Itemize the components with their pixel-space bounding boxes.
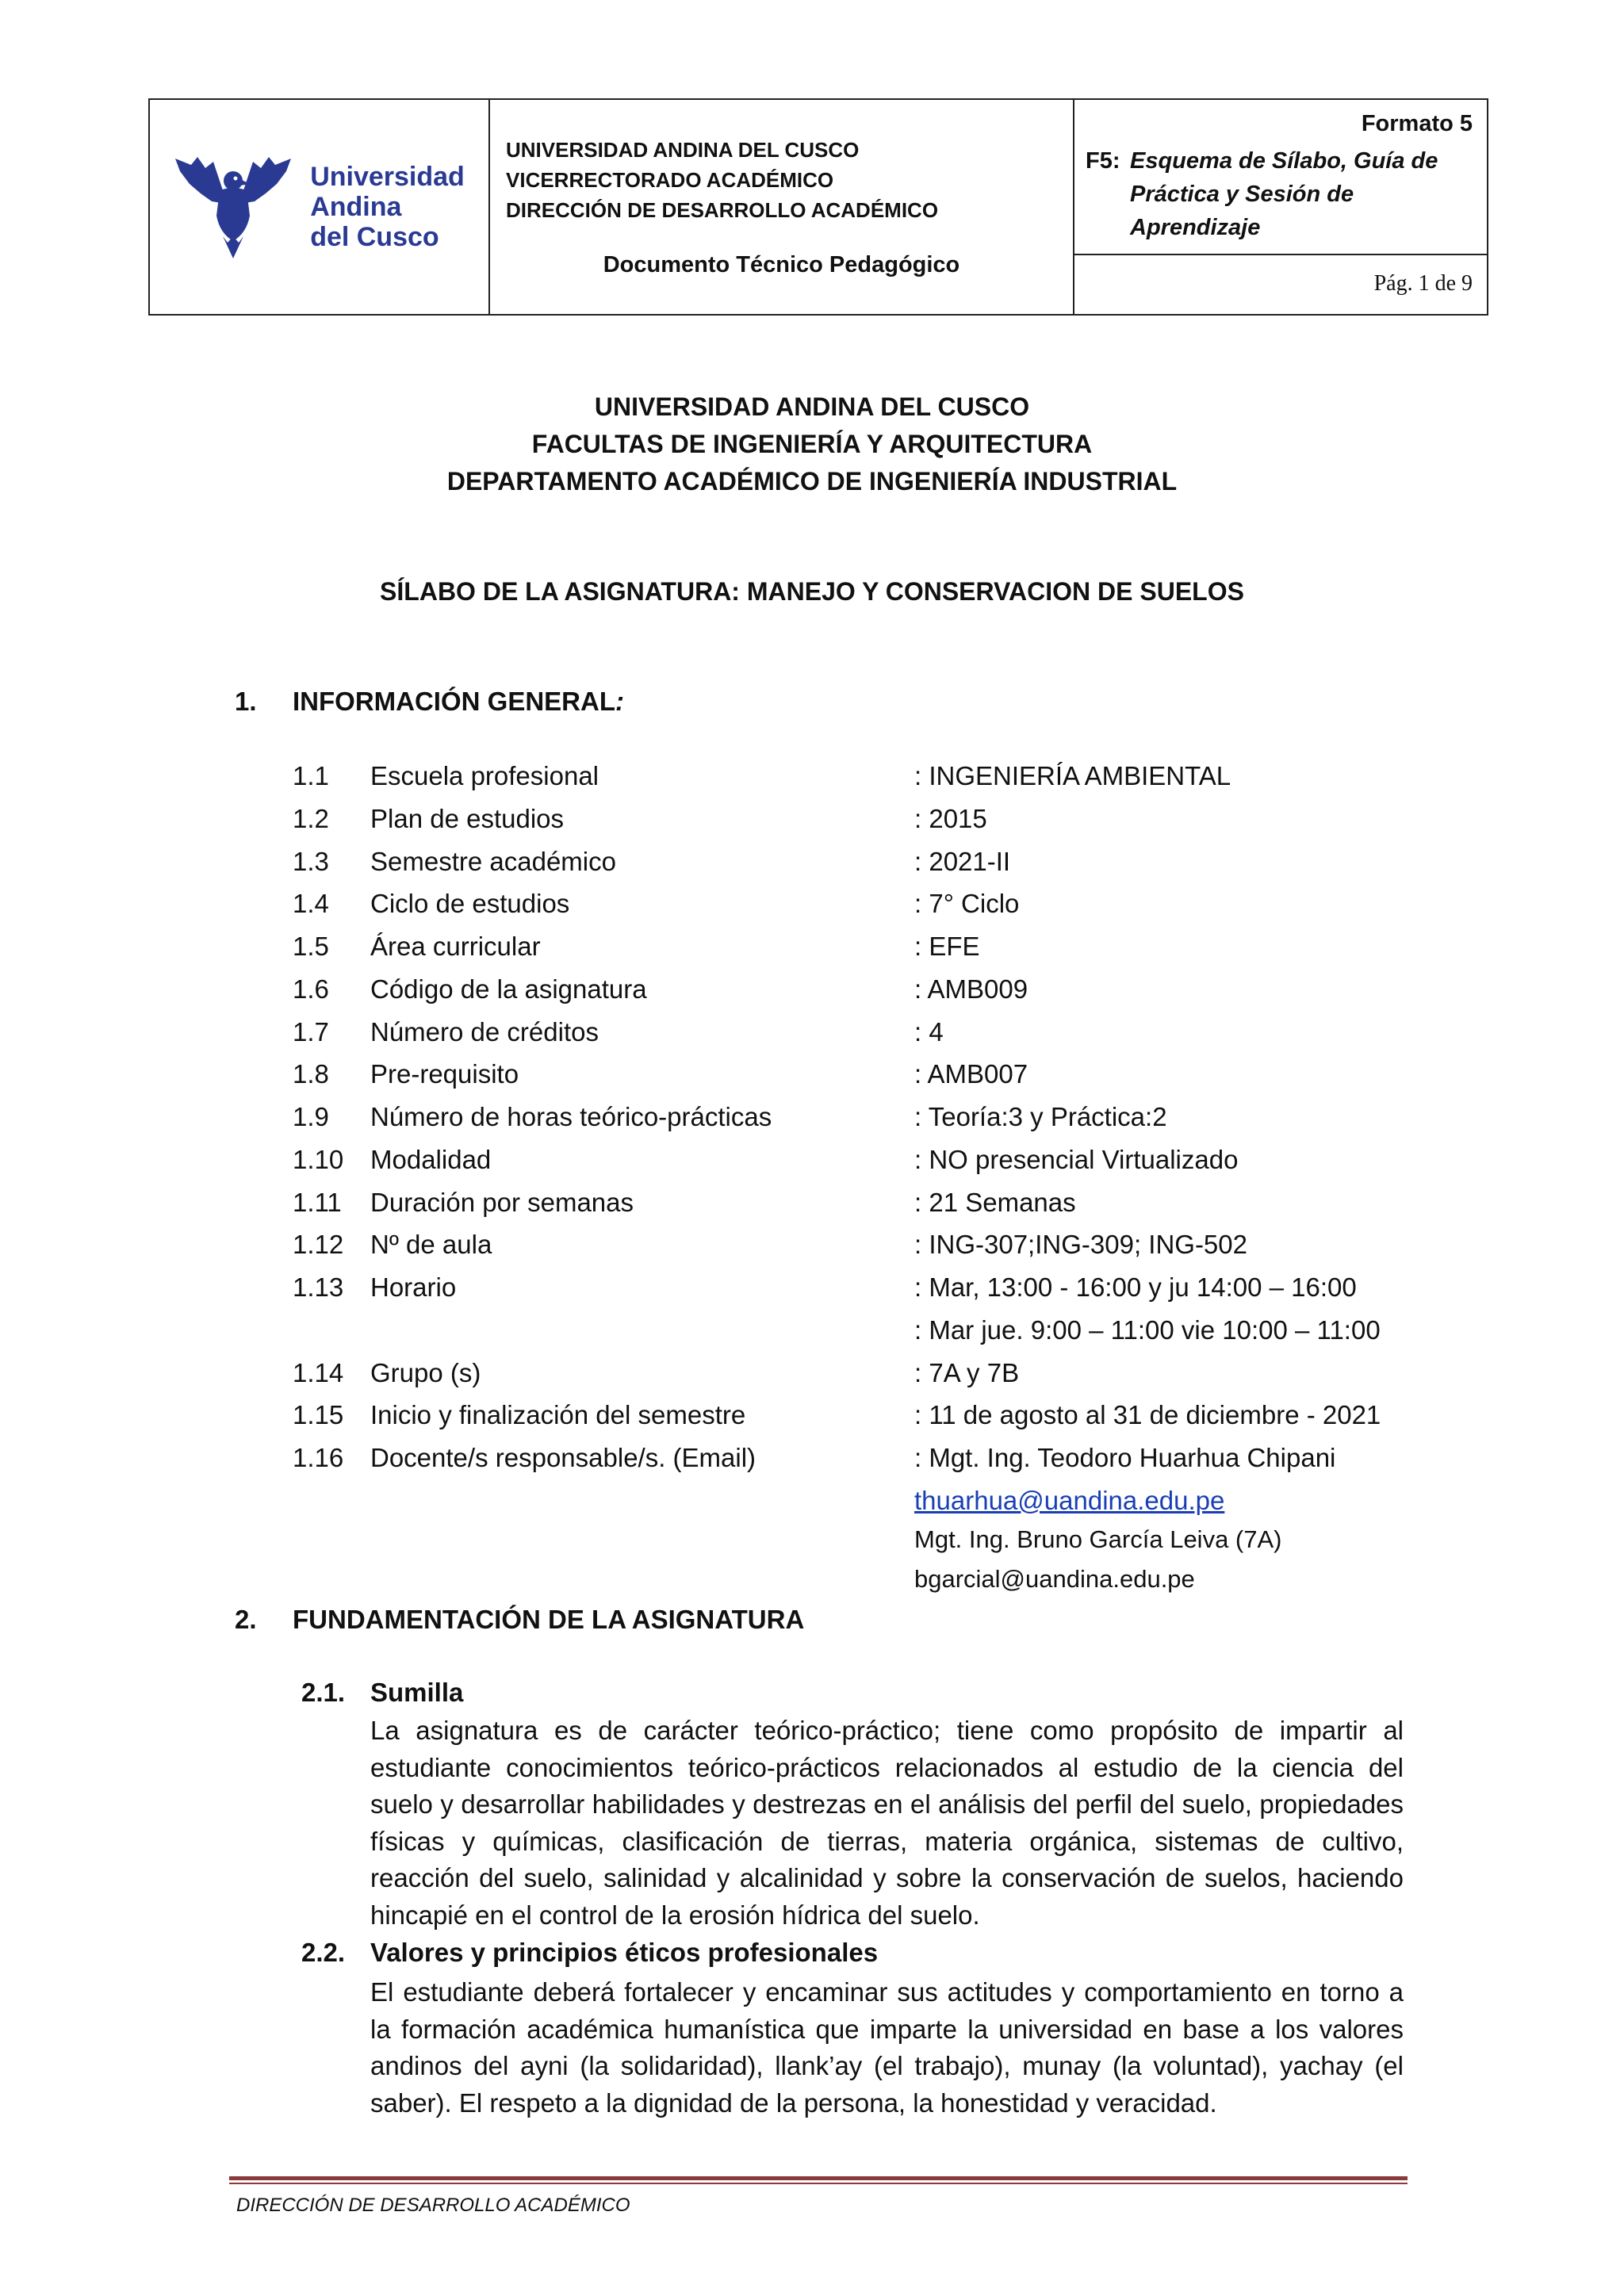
info-row-number: 1.15 — [293, 1400, 344, 1429]
subsection-2-2-number: 2.2. — [301, 1938, 346, 1967]
info-row-value: : ING-307;ING-309; ING-502 — [914, 1230, 1247, 1259]
info-row — [0, 1272, 1624, 1314]
section-1-number: 1. — [235, 687, 257, 716]
info-row-label: Nº de aula — [370, 1230, 492, 1259]
info-row-value: : Mar jue. 9:00 – 11:00 vie 10:00 – 11:00 — [914, 1315, 1381, 1345]
section-2-number: 2. — [235, 1605, 257, 1634]
university-logo — [174, 154, 465, 260]
info-row-number: 1.1 — [293, 761, 329, 790]
info-row — [0, 1443, 1624, 1485]
institution-lines — [506, 135, 938, 225]
info-row — [0, 889, 1624, 931]
info-row-number: 1.6 — [293, 974, 329, 1004]
format-description — [1086, 144, 1463, 244]
info-row-label: Semestre académico — [370, 847, 616, 876]
logo-word-1: Universidad — [310, 162, 465, 192]
info-row-value: : Teoría:3 y Práctica:2 — [914, 1102, 1167, 1131]
footer-rule-thin — [229, 2183, 1408, 2184]
info-row-number: 1.13 — [293, 1272, 344, 1302]
info-row-label: Docente/s responsable/s. (Email) — [370, 1443, 756, 1472]
info-row — [0, 761, 1624, 803]
section-1-title — [293, 687, 624, 717]
document-type: Documento Técnico Pedagógico — [603, 252, 960, 277]
logo-word-2: Andina — [310, 192, 402, 222]
footer-text: DIRECCIÓN DE DESARROLLO ACADÉMICO — [236, 2195, 630, 2216]
info-row-value: : AMB009 — [914, 974, 1028, 1004]
info-row-value: : AMB007 — [914, 1059, 1028, 1089]
info-row-value: : 11 de agosto al 31 de diciembre - 2021 — [914, 1400, 1381, 1429]
info-row — [0, 1358, 1624, 1400]
info-row-value: : 7A y 7B — [914, 1358, 1020, 1387]
title-faculty: FACULTAS DE INGENIERÍA Y ARQUITECTURA — [531, 430, 1093, 458]
info-row-value: : EFE — [914, 932, 980, 961]
format-label: Formato 5 — [1361, 111, 1473, 136]
info-row — [0, 1400, 1624, 1442]
info-row-label: Grupo (s) — [370, 1358, 481, 1387]
info-row-number: 1.2 — [293, 804, 329, 833]
info-row-number: 1.5 — [293, 932, 329, 961]
info-row-value: : 4 — [914, 1017, 944, 1047]
syllabus-title: SÍLABO DE LA ASIGNATURA: MANEJO Y CONSERVACION DE SUELOS — [380, 577, 1244, 606]
info-row-number: 1.4 — [293, 889, 329, 918]
info-row-label: Número de créditos — [370, 1017, 599, 1047]
info-row — [0, 1315, 1624, 1357]
info-row-value: : 2015 — [914, 804, 987, 833]
info-row-label: Inicio y finalización del semestre — [370, 1400, 746, 1429]
info-row — [0, 804, 1624, 846]
f5-description: Esquema de Sílabo, Guía de Práctica y Sesión de Aprendizaje — [1130, 148, 1438, 240]
info-row-label: Código de la asignatura — [370, 974, 647, 1004]
values-paragraph: El estudiante deberá fortalecer y encaminar sus actitudes y comportamiento en torno a la formación académica humanística que imparte la universidad en base a los valores andinos del ayni (la solidaridad), llank’ay (el trabajo), munay (la voluntad), yachay (el saber). El respeto a la dignidad de la persona, la honestidad y veracidad. — [370, 1977, 1404, 2118]
info-row-value: : 2021-II — [914, 847, 1011, 876]
condor-emblem-icon — [174, 154, 293, 260]
info-row-label: Pre-requisito — [370, 1059, 519, 1089]
info-row-value: : 7° Ciclo — [914, 889, 1020, 918]
section-1-title-text: INFORMACIÓN GENERAL — [293, 687, 615, 716]
info-row — [0, 847, 1624, 889]
subsection-2-2-title: Valores y principios éticos profesionales — [370, 1938, 879, 1967]
info-row-number: 1.7 — [293, 1017, 329, 1047]
info-row-number: 1.10 — [293, 1145, 344, 1174]
logo-cell — [150, 100, 490, 314]
document-header — [148, 98, 1488, 316]
section-2-title: FUNDAMENTACIÓN DE LA ASIGNATURA — [293, 1605, 805, 1634]
institution-cell — [490, 100, 1074, 314]
format-cell — [1074, 100, 1487, 314]
info-row-label: Escuela profesional — [370, 761, 599, 790]
page-cell — [1074, 255, 1487, 314]
page-number: Pág. 1 de 9 — [1373, 271, 1473, 296]
info-row-number: 1.11 — [293, 1188, 342, 1217]
info-row-value: : Mgt. Ing. Teodoro Huarhua Chipani — [914, 1443, 1336, 1472]
institution-line-3: DIRECCIÓN DE DESARROLLO ACADÉMICO — [506, 198, 939, 222]
info-row-number: 1.12 — [293, 1230, 344, 1259]
info-row — [0, 1230, 1624, 1272]
info-row-label: Modalidad — [370, 1145, 492, 1174]
email-1[interactable]: thuarhua@uandina.edu.pe — [914, 1486, 1225, 1515]
section-1-title-suffix: : — [615, 687, 624, 716]
email-2: bgarcial@uandina.edu.pe — [914, 1565, 1195, 1593]
info-row-number: 1.3 — [293, 847, 329, 876]
footer-rule-thick — [229, 2176, 1408, 2180]
info-row — [0, 1017, 1624, 1059]
institution-line-2: VICERRECTORADO ACADÉMICO — [506, 168, 834, 192]
info-row — [0, 1059, 1624, 1101]
info-row — [0, 932, 1624, 974]
sumilla-paragraph: La asignatura es de carácter teórico-práctico; tiene como propósito de impartir al estudiante conocimientos teórico-prácticos relacionados al estudio de la ciencia del suelo y desarrollar habilidades y destrezas en el análisis del perfil del suelo, propiedades físicas y químicas, clasificación de tierras, materia orgánica, sistemas de cultivo, reacción del suelo, salinidad y alcalinidad y sobre la conservación de suelos, haciendo hincapié en el control de la erosión hídrica del suelo. — [370, 1716, 1404, 1930]
title-university: UNIVERSIDAD ANDINA DEL CUSCO — [594, 392, 1030, 421]
info-row-label: Duración por semanas — [370, 1188, 634, 1217]
info-row — [0, 1188, 1624, 1230]
info-row-label: Ciclo de estudios — [370, 889, 570, 918]
info-row — [0, 1102, 1624, 1144]
logo-word-3: del Cusco — [310, 222, 439, 252]
info-row-label: Horario — [370, 1272, 457, 1302]
docente-2: Mgt. Ing. Bruno García Leiva (7A) — [914, 1525, 1282, 1553]
subsection-2-1-number: 2.1. — [301, 1678, 346, 1707]
format-info — [1074, 100, 1487, 255]
subsection-2-1-title: Sumilla — [370, 1678, 464, 1707]
info-row-value: : NO presencial Virtualizado — [914, 1145, 1239, 1174]
info-row-value: : INGENIERÍA AMBIENTAL — [914, 761, 1231, 790]
info-row — [0, 1145, 1624, 1187]
info-row-number: 1.16 — [293, 1443, 344, 1472]
info-row-number: 1.9 — [293, 1102, 329, 1131]
info-row-number: 1.14 — [293, 1358, 344, 1387]
info-row-label: Plan de estudios — [370, 804, 565, 833]
info-row-value: : Mar, 13:00 - 16:00 y ju 14:00 – 16:00 — [914, 1272, 1357, 1302]
document-titles — [0, 388, 1624, 500]
email-link-1[interactable] — [914, 1486, 1224, 1516]
info-row-label: Número de horas teórico-prácticas — [370, 1102, 772, 1131]
logo-wordmark — [310, 162, 465, 252]
f5-label: F5: — [1086, 148, 1120, 174]
info-row-label: Área curricular — [370, 932, 541, 961]
info-row-value: : 21 Semanas — [914, 1188, 1076, 1217]
title-department: DEPARTAMENTO ACADÉMICO DE INGENIERÍA INDUSTRIAL — [446, 467, 1178, 496]
institution-line-1: UNIVERSIDAD ANDINA DEL CUSCO — [506, 138, 860, 162]
info-row — [0, 974, 1624, 1016]
info-row-number: 1.8 — [293, 1059, 329, 1089]
